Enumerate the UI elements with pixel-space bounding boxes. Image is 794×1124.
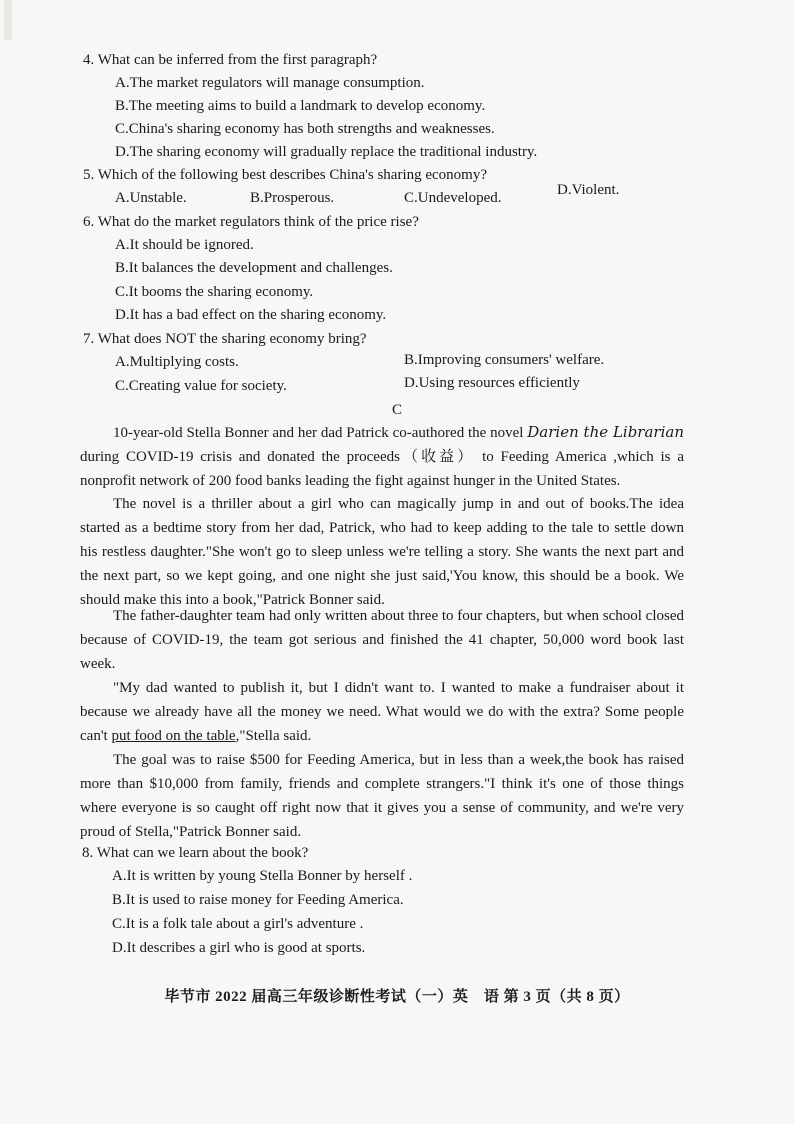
q8-option-d: D.It describes a girl who is good at sports. [112, 940, 366, 956]
q5-option-b: B.Prosperous. [250, 190, 335, 206]
q7-option-d: D.Using resources efficiently [404, 375, 580, 391]
q8-option-c: C.It is a folk tale about a girl's adventure . [112, 916, 364, 932]
q6-option-a: A.It should be ignored. [115, 237, 254, 253]
p4-text-b: ,"Stella said. [235, 728, 312, 744]
question-8: 8. What can we learn about the book? [82, 845, 309, 861]
passage-paragraph-3: The father-daughter team had only written about three to four chapters, but when school closed because of COVID-19, the team got serious and finished the 41 chapter, 50,000 word book last week. [80, 608, 684, 672]
q7-option-b: B.Improving consumers' welfare. [404, 352, 605, 368]
q8-option-a: A.It is written by young Stella Bonner by herself . [112, 868, 413, 884]
q7-option-a: A.Multiplying costs. [115, 354, 239, 370]
p1-text-a: 10-year-old Stella Bonner and her dad Patrick co-authored the novel [113, 425, 528, 441]
passage-paragraph-4 [80, 676, 684, 748]
question-6: 6. What do the market regulators think of the price rise? [83, 214, 419, 230]
q8-option-b: B.It is used to raise money for Feeding America. [112, 892, 404, 908]
question-4: 4. What can be inferred from the first paragraph? [83, 52, 378, 68]
q6-option-b: B.It balances the development and challenges. [115, 260, 393, 276]
scan-edge-mark [4, 0, 12, 40]
q6-option-c: C.It booms the sharing economy. [115, 284, 314, 300]
p4-text-a: "My dad wanted to publish it, but I didn't want to. I wanted to make a fundraiser about it because we already have all the money we need. What would we do with the extra? Some people can't [80, 680, 684, 744]
q5-option-d: D.Violent. [557, 182, 620, 198]
passage-paragraph-5: The goal was to raise $500 for Feeding America, but in less than a week,the book has raised more than $10,000 from family, friends and complete strangers."I think it's one of those things where everyone is so caught off right now that it gives you a sense of community, and we're very proud of Stella,"Patrick Bonner said. [80, 752, 684, 840]
q7-option-c: C.Creating value for society. [115, 378, 287, 394]
q5-option-c: C.Undeveloped. [404, 190, 502, 206]
passage-paragraph-1 [80, 420, 684, 493]
q4-option-a: A.The market regulators will manage consumption. [115, 75, 425, 91]
p1-text-b: during COVID-19 crisis and donated the proceeds（收益） to Feeding America ,which is a nonprofit network of 200 food banks leading the fight against hunger in the United States. [80, 449, 684, 489]
page-footer: 毕节市 2022 届高三年级诊断性考试（一）英 语 第 3 页（共 8 页） [164, 989, 630, 1005]
underlined-phrase: put food on the table [111, 728, 236, 744]
question-7: 7. What does NOT the sharing economy bring? [83, 331, 367, 347]
q4-option-d: D.The sharing economy will gradually replace the traditional industry. [115, 144, 538, 160]
q4-option-c: C.China's sharing economy has both strengths and weaknesses. [115, 121, 495, 137]
q5-option-a: A.Unstable. [115, 190, 187, 206]
passage-paragraph-2: The novel is a thriller about a girl who can magically jump in and out of books.The idea started as a bedtime story from her dad, Patrick, who had to keep adding to the tale to settle down his restless daughter."She won't go to sleep unless we're telling a story. She wants the next part and the next part, so we kept going, and one night she just said,'You know, this should be a book. We should make this into a book,"Patrick Bonner said. [80, 496, 684, 608]
question-5: 5. Which of the following best describes China's sharing economy? [83, 167, 488, 183]
q4-option-b: B.The meeting aims to build a landmark to develop economy. [115, 98, 486, 114]
section-heading: C [391, 402, 402, 418]
q6-option-d: D.It has a bad effect on the sharing economy. [115, 307, 387, 323]
novel-title: Darien the Librarian [527, 423, 684, 441]
